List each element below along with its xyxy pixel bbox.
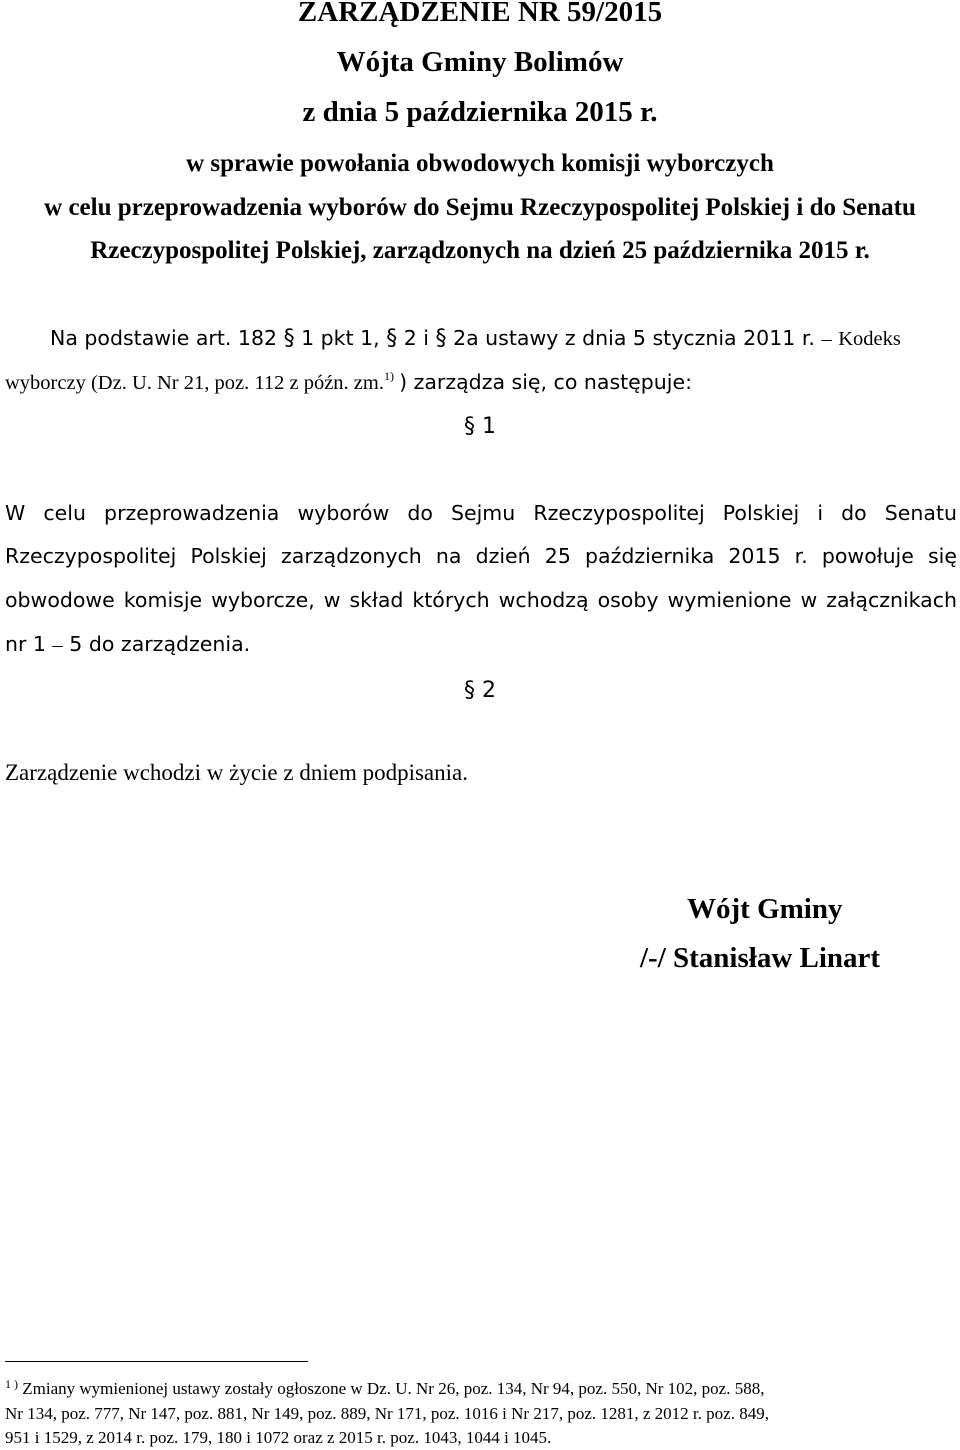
- preamble-part-3: 2a ustawy z dnia 5 stycznia 2011 r.: [453, 326, 815, 350]
- footnote-line-1: [5, 1377, 764, 1399]
- subject-line-1: w sprawie powołania obwodowych komisji wyborczych: [186, 150, 774, 177]
- document-title: ZARZĄDZENIE NR 59/2015: [297, 0, 663, 28]
- section-1-label: 1: [482, 414, 496, 439]
- footnote-line-3: 951 i 1529, z 2014 r. poz. 179, 180 i 1072 oraz z 2015 r. poz. 1043, 1044 i 1045.: [5, 1428, 552, 1447]
- preamble-line-2: [5, 369, 692, 395]
- signature-role: Wójt Gminy: [687, 893, 843, 925]
- section-2-heading: [0, 678, 960, 703]
- section-1-line-2: Rzeczypospolitej Polskiej zarządzonych na dzień 25 października 2015 r. powołuje się: [5, 544, 957, 568]
- footnote-line-2: Nr 134, poz. 777, Nr 147, poz. 881, Nr 149, poz. 889, Nr 171, poz. 1016 i Nr 217, poz. 1281, z 2012 r. poz. 849,: [5, 1404, 769, 1423]
- section-sign-icon: §: [435, 326, 447, 351]
- section-2-label: 2: [482, 678, 496, 703]
- preamble-start: Na podstawie art. 182: [50, 326, 278, 350]
- preamble-wyborczy: wyborczy: [5, 372, 86, 394]
- section-sign-icon: §: [464, 678, 475, 703]
- section-1-nr: nr 1: [5, 632, 46, 656]
- preamble-part-1: 1 pkt 1,: [301, 326, 380, 350]
- section-2-text: Zarządzenie wchodzi w życie z dniem podpisania.: [5, 760, 468, 785]
- preamble-part-2: 2 i: [403, 326, 429, 350]
- signature-name: /-/ Stanisław Linart: [640, 942, 881, 974]
- section-1-heading: [0, 414, 960, 439]
- footnote-divider: [5, 1361, 308, 1362]
- section-sign-icon: §: [464, 414, 475, 439]
- preamble-decree: ) zarządza się, co następuje:: [399, 370, 692, 394]
- footnote-marker: 1 ): [5, 1377, 18, 1391]
- section-sign-icon: §: [283, 326, 295, 351]
- section-1-end: 5 do zarządzenia.: [69, 632, 251, 656]
- section-1-line-1: W celu przeprowadzenia wyborów do Sejmu Rzeczypospolitej Polskiej i do Senatu: [5, 501, 957, 525]
- subject-line-2: w celu przeprowadzenia wyborów do Sejmu Rzeczypospolitej Polskiej i do Senatu: [44, 194, 916, 221]
- preamble-citation: (Dz. U. Nr 21, poz. 112 z późn. zm.: [90, 372, 384, 394]
- section-1-line-4: [5, 632, 250, 657]
- preamble-line-1: [50, 326, 901, 351]
- section-1-line-3: obwodowe komisje wyborcze, w skład których wchodzą osoby wymienione w załącznikach: [5, 588, 957, 612]
- section-1-dash: –: [52, 634, 63, 656]
- section-sign-icon: §: [386, 326, 398, 351]
- issuer: Wójta Gminy Bolimów: [336, 46, 624, 78]
- preamble-kodeks: Kodeks: [838, 328, 901, 350]
- preamble-dash: –: [821, 328, 832, 350]
- subject-line-3: Rzeczypospolitej Polskiej, zarządzonych na dzień 25 października 2015 r.: [90, 237, 870, 264]
- document-date: z dnia 5 października 2015 r.: [302, 96, 658, 128]
- footnote-text-1: Zmiany wymienionej ustawy zostały ogłoszone w Dz. U. Nr 26, poz. 134, Nr 94, poz. 550, Nr 102, poz. 588,: [22, 1379, 765, 1398]
- footnote-ref: 1): [383, 369, 394, 383]
